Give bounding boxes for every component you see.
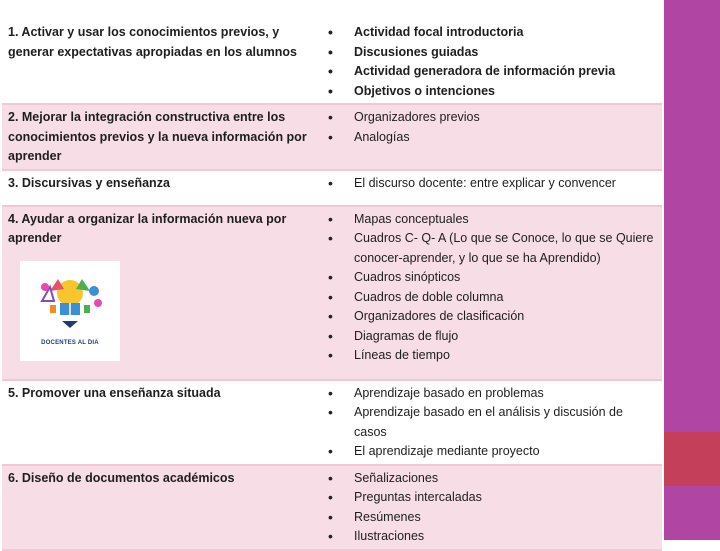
row-items	[314, 465, 662, 550]
list-item: • Objetivos o intenciones	[320, 82, 656, 102]
accent-block	[664, 432, 720, 486]
list-item: • Cuadros C- Q- A (Lo que se Conoce, lo que se Quiere conocer-aprender, y lo que se ha Aprendido)	[320, 229, 656, 268]
row-items	[314, 104, 662, 170]
row-items	[314, 206, 662, 380]
bullet-list	[320, 210, 656, 366]
bullet-list	[320, 469, 656, 547]
list-item: • Analogías	[320, 128, 656, 148]
row-heading-cell	[2, 206, 314, 380]
row-heading: 5. Promover una enseñanza situada	[2, 380, 314, 465]
list-item: • Organizadores previos	[320, 108, 656, 128]
row-heading: 4. Ayudar a organizar la información nueva por aprender	[8, 211, 287, 245]
row-heading: 2. Mejorar la integración constructiva entre los conocimientos previos y la nueva información por aprender	[2, 104, 314, 170]
list-item: • Resúmenes	[320, 508, 656, 528]
docentes-al-dia-logo	[20, 261, 120, 361]
bullet-list	[320, 108, 656, 147]
bullet-list	[320, 384, 656, 462]
list-item: • Ilustraciones	[320, 527, 656, 547]
row-heading: 6. Diseño de documentos académicos	[2, 465, 314, 550]
table-row	[2, 104, 662, 170]
list-item: • Cuadros sinópticos	[320, 268, 656, 288]
list-item: • Aprendizaje basado en el análisis y discusión de casos	[320, 403, 656, 442]
row-heading: 3. Discursivas y enseñanza	[2, 170, 314, 206]
row-heading: 1. Activar y usar los conocimientos previos, y generar expectativas apropiadas en los alumnos	[2, 20, 314, 104]
list-item: • Aprendizaje basado en problemas	[320, 384, 656, 404]
table-row	[2, 20, 662, 104]
list-item: • Organizadores de clasificación	[320, 307, 656, 327]
list-item: • Mapas conceptuales	[320, 210, 656, 230]
list-item: • El discurso docente: entre explicar y convencer	[320, 174, 656, 194]
top-band	[0, 0, 662, 20]
table-row	[2, 170, 662, 206]
row-items	[314, 170, 662, 206]
bullet-list	[320, 23, 656, 101]
list-item: • Líneas de tiempo	[320, 346, 656, 366]
strategies-table	[2, 20, 662, 551]
list-item: • Actividad generadora de información previa	[320, 62, 656, 82]
list-item: • Actividad focal introductoria	[320, 23, 656, 43]
table-row	[2, 465, 662, 550]
list-item: • Señalizaciones	[320, 469, 656, 489]
row-items	[314, 380, 662, 465]
list-item: • Preguntas intercaladas	[320, 488, 656, 508]
logo-text: DOCENTES AL DIA	[41, 339, 99, 346]
table-row	[2, 206, 662, 380]
list-item: • Diagramas de flujo	[320, 327, 656, 347]
list-item: • Cuadros de doble columna	[320, 288, 656, 308]
list-item: • El aprendizaje mediante proyecto	[320, 442, 656, 462]
table-row	[2, 380, 662, 465]
list-item: • Discusiones guiadas	[320, 43, 656, 63]
bullet-list	[320, 174, 656, 194]
row-items	[314, 20, 662, 104]
